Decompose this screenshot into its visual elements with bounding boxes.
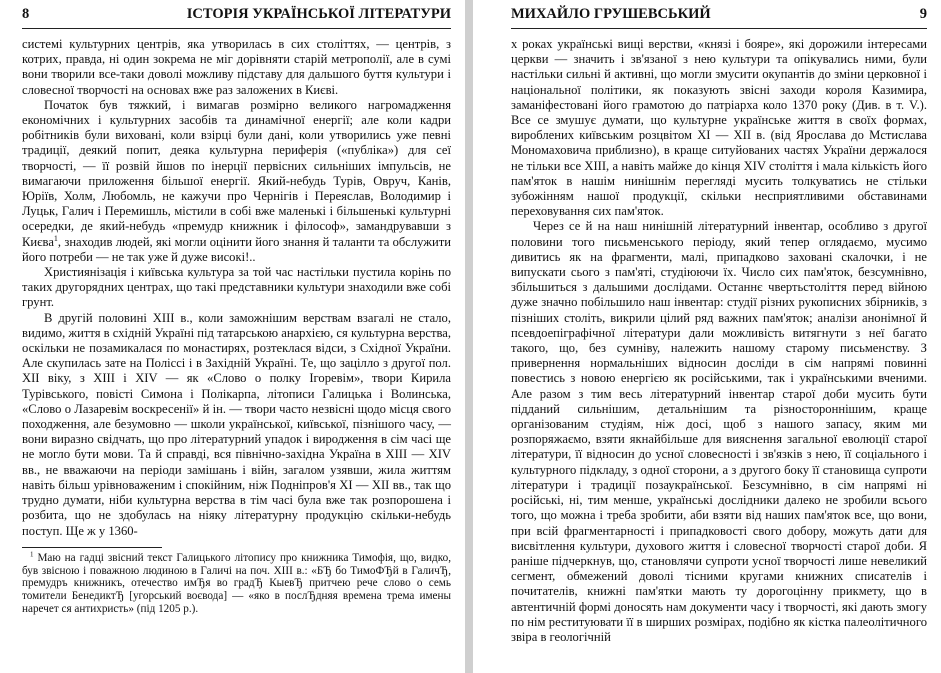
left-paragraph-3: Християнізація і київська культура за той час настільки пустила корінь по таких другорядних центрах, що такі представники культури знаходили вже собі грунт. <box>22 265 451 310</box>
left-paragraph-2 <box>22 98 451 265</box>
right-running-head: МИХАЙЛО ГРУШЕВСЬКИЙ <box>511 6 711 22</box>
left-paragraph-4: В другій половині XIII в., коли заможнішим верствам взагалі не стало, видимо, життя в східній Україні під татарською анархією, ся культурна верства, оскільки не позамикалася по монастирях, розтеклася відси, з Східної України. Але скупилась зате на Поліссі і в Західній Україні. Те, що зацілло з другої пол. XII віку, з XIII і XIV — як «Слово о полку Ігоревім», твори Кирила Турівського, повісті Симона і Полікарпа, літописи Галицька і Волинська, «Слово о Лазаревім воскресенії» й ін. — твори часто незвісні щодо місця свого походження, але безумовно — школи української, київської, пізнішого часу, — вони виразно свідчать, що про літературний упадок і виродження в сім часі ще не могло бути мови. Та й справді, вся північно-західна Україна в XIII — XIV вв., не вважаючи на періоди замішань і війн, загалом узявши, жила життям навіть більш урівноваженим і спокійним, ніж Подніпров'я XI — XII вв., так що трудно думати, ніби культурна верства в тім часі була вже так розпорошена і розбита, що не здобулась на ніяку літературну продукцію скільки-небудь поступ. Ще ж у 1360- <box>22 310 451 538</box>
right-page-number: 9 <box>919 6 927 22</box>
right-paragraph-2: Через се й на наш нинішній літературний інвентар, особливо з другої половини того письменського періоду, який тепер оглядаємо, мусимо дивитись як на фрагменти, малі, припадково заховані скалочки, і не випускати сього з пам'яті, студіюючи їх. Число сих пам'яток, безсумнівно, збільшиться з дальшими дослідами. Останнє чвертьстоліття перед війною дуже значно побільшило наш інвентар: студії різних рукописних збірників, з пізніших століть, викрили цілий ряд важних пам'яток; аналізи анонімної й псевдоепіграфічної літератури дали можливість витягнути з неї багато такого, що, без сумніву, належить нашому старому письменству. З привернення нормальніших відносин досліди в сім напрямі повинні повестись з новою енергією як російськими, так і українськими вченими. Але разом з тим весь літературний інвентар старої доби мусить бути підданий сильнішим, детальнішим та різностороннішим, краще організованим студіям, ніж досі, щоб з нашого запасу, яким ми розпоряжаємо, взяти якнайбільше для вияснення загальної еволюції старої літератури, її відносин до усної словесності і зв'язків з нею, її соціального і культурного підкладу, з одної сторони, а з другого боку її становища супроти літератури і традиції позаукраїнської. Безсумнівно, в сім напрямі ні російські, ні, тим менше, українські дослідники далеко не зробили всього того, що можна і треба зробити, аби взяти від наших пам'яток все, що вони, при всій фрагментарності і припадковості свого добору, можуть дати для висвітлення культури, духового життя і словесної творчості старої доби. Я раніше підчеркнув, що, становлячи супроти усної творчості лише невеликий сегмент, обмежений доволі тісними кругами книжних списателів і почитателів, книжні пам'ятки мають ту дорогоцінну прикмету, що в автентичній формі доносять нам документи часу і творчості, які дають змогу по нім реституювати її в ширших розмірах, подібно як кістка палеолітичного звіра в геологічній <box>511 219 927 644</box>
right-paragraph-1: х роках українські вищі верстви, «князі і бояре», які дорожили інтересами церкви — значить і зв'язаної з нею культури та опікувались ними, були настільки сильні й активні, що могли змусити окупантів до зміни церковної і національної політики, як показують звісні заходи короля Казимира, заманіфестовані його грамотою до патріарха коло 1370 року (Див. в т. V.). Все се змушує думати, що культурне українське життя в своїх формах, вироблених київським розцвітом XI — XII в. (від Ярослава до Мстислава Мономаховича приблизно), в краще ситуйованих частях України держалося не тільки все XIII, а навіть майже до кінця XIV століття і мала кількість його пам'яток в нашім нинішнім перегляді мусить толкуватись не стільки зубожінням нашої продукції, скільки несприятливими обставинами переховування сих пам'яток. <box>511 37 927 219</box>
footnote-text: Маю на гадці звісний текст Галицького літопису про книжника Тимофія, що, видко, був звісною і поважною людиною в Галичі на поч. XIII в.: «БЂ бо ТимоФЂй в ГаличЂ, премудръ книжникъ, отечество имЂя во градЂ КыевЂ притчею рече слово о семь томители БенедиктЂ [угорський воєвода] — «яко в послЂдняя времена трема имены наречет ся антихристь» (під 1205 р.). <box>22 551 451 615</box>
footnote-separator <box>22 547 162 548</box>
left-page <box>0 0 465 673</box>
left-page-header <box>22 6 451 29</box>
footnote-reference: 1 <box>53 233 58 243</box>
left-page-body <box>22 37 451 539</box>
left-page-number: 8 <box>22 6 30 22</box>
left-paragraph-1: системі культурних центрів, яка утворилась в сих століттях, — центрів, з котрих, правда, ні один зокрема не міг дорівняти старій метрополії, але в сумі вони творили все-таки доволі можливу підставу для дальшого буття культури і словесної творчості на основах вже раз заложених в Києві. <box>22 37 451 97</box>
footnote <box>22 549 451 616</box>
left-running-head: ІСТОРІЯ УКРАЇНСЬКОЇ ЛІТЕРАТУРИ <box>186 6 451 22</box>
footnote-marker: 1 <box>30 549 34 558</box>
left-paragraph-2-tail: , знаходив людей, які могли оцінити його знання й таланти та обслужити його потреби — не так уже й дуже високі!.. <box>22 234 451 264</box>
left-paragraph-2-text: Початок був тяжкий, і вимагав розмірно великого нагромадження економічних і культурних засобів та динамічної енергії; але коли кадри робітників були виховані, коли взірці були дані, коли утворились уже певні традиції, деякий попит, деяка культурна периферія («публіка») для сеї творчості, — її розвій йшов по інерції первісних сильніших імпульсів, не вимагаючи приложення більшої енергії. Який-небудь Турів, Овруч, Канів, Юріїв, Холм, Любомль, не кажучи про Чернігів і Переяслав, Володимир і Луцьк, Галич і Перемишль, містили в собі вже маленькі і більшенькі культурні осередки, де який-небудь «премудр книжник і філософ», замандрувавши з Києва <box>22 97 451 249</box>
book-gutter <box>465 0 473 673</box>
right-page-body <box>511 37 927 645</box>
right-page <box>473 0 941 673</box>
right-page-header <box>511 6 927 29</box>
